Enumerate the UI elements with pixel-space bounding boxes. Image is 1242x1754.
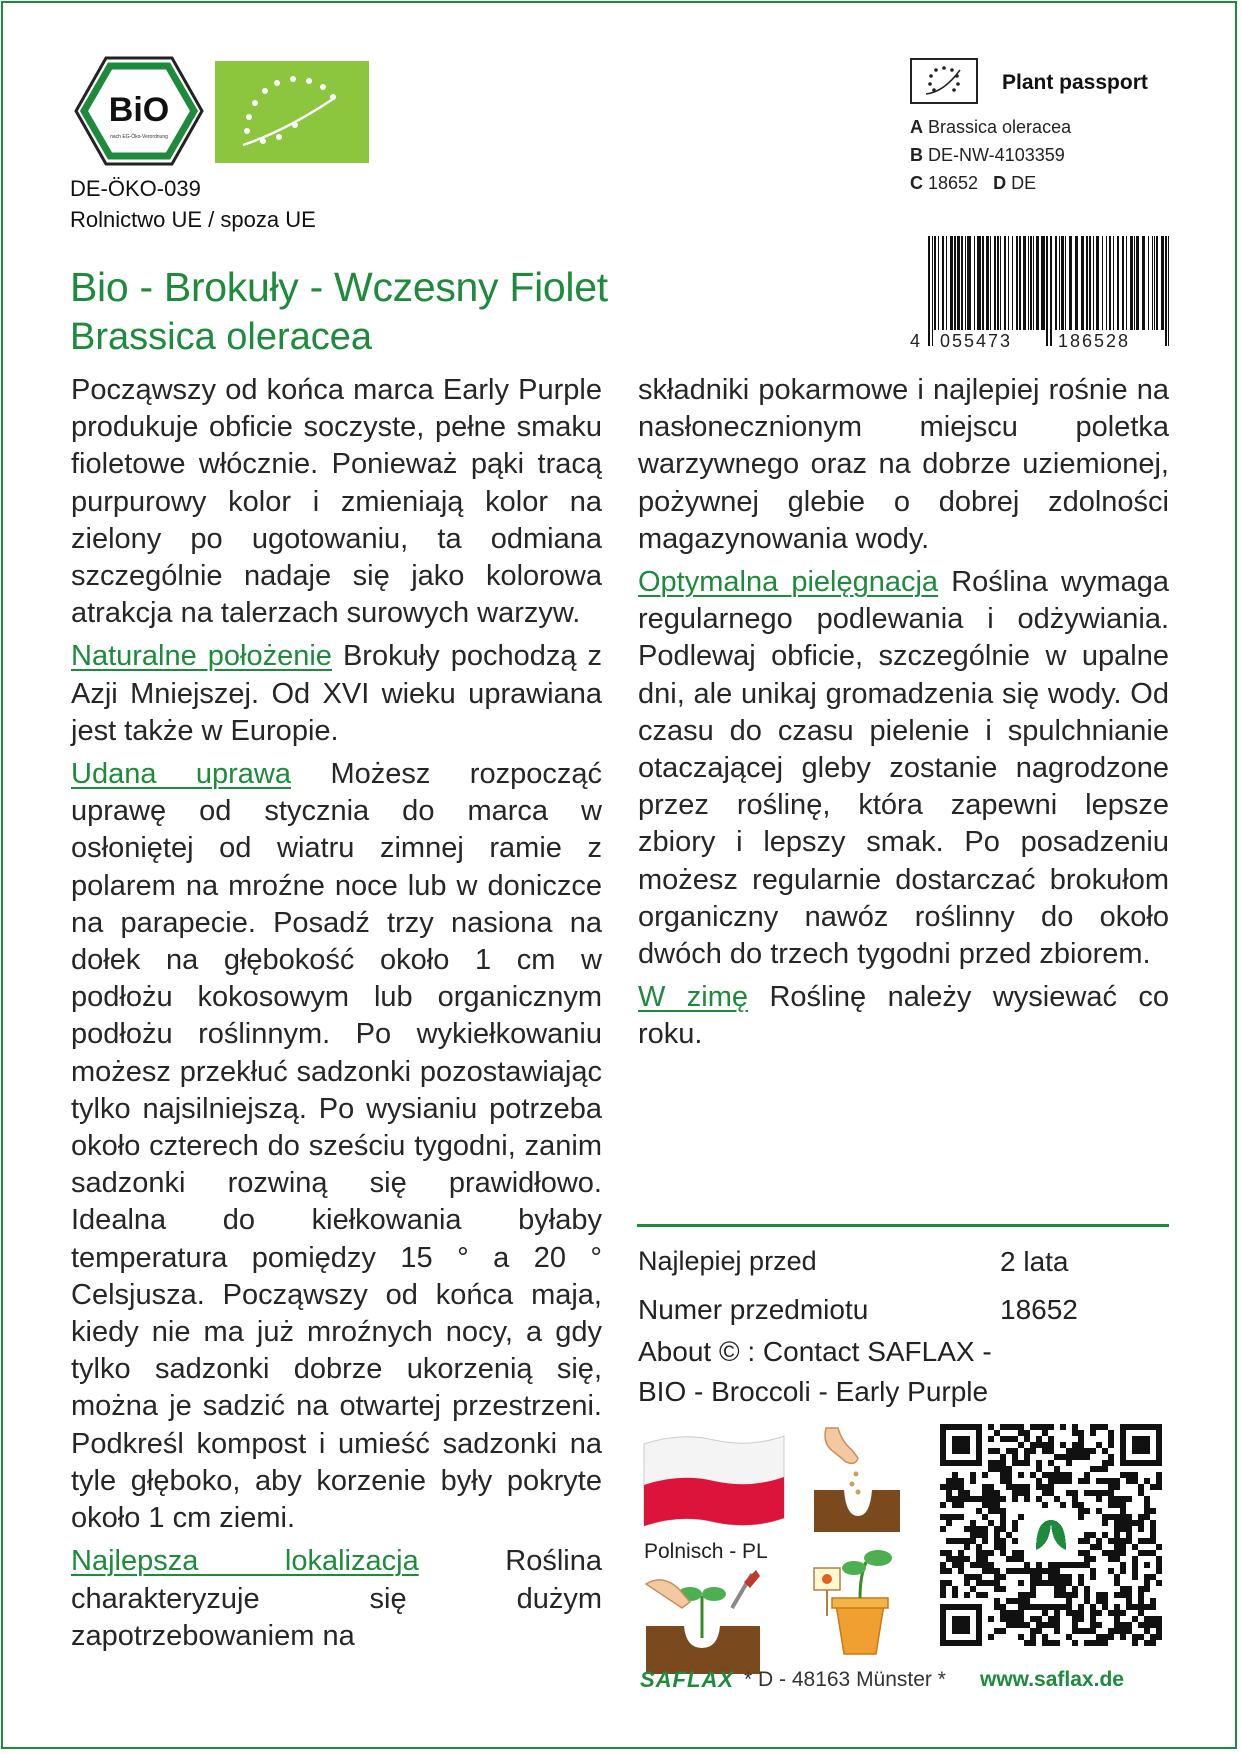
barcode-bar bbox=[986, 236, 989, 330]
barcode-bar bbox=[950, 236, 953, 330]
best-before-label: Najlepiej przed bbox=[638, 1246, 817, 1276]
barcode-bar bbox=[1154, 236, 1155, 330]
intro-paragraph: Począwszy od końca marca Early Purple produkuje obficie soczyste, pełne smaku fioletowe włócznie. Ponieważ pąki tracą purpurowy kolor i zmieniają kolor na zielony po ugotowaniu, ta odmiana szczególnie nadaje się jako kolorowa atrakcja na talerzach surowych warzyw. bbox=[71, 374, 602, 630]
certification-code: DE-ÖKO-039 bbox=[70, 176, 201, 201]
bio-seal-text: BiO bbox=[108, 91, 170, 129]
barcode-bar bbox=[938, 236, 939, 330]
care-heading: Optymalna pielęgnacja bbox=[638, 566, 939, 599]
barcode-bar bbox=[1156, 236, 1158, 330]
passport-line-cd: C 18652 D DE bbox=[910, 173, 1037, 193]
barcode-bar bbox=[1036, 236, 1039, 330]
saflax-brand: SAFLAX bbox=[640, 1667, 734, 1692]
barcode-bar bbox=[946, 236, 947, 330]
best-before-value: 2 lata bbox=[1000, 1246, 1069, 1277]
barcode-bar bbox=[977, 236, 981, 330]
potted-plant-icon bbox=[806, 1546, 906, 1656]
barcode-bar bbox=[1023, 236, 1026, 330]
barcode-bar bbox=[1096, 236, 1099, 330]
variety-name: BIO - Broccoli - Early Purple bbox=[638, 1376, 989, 1407]
barcode-bar bbox=[1089, 236, 1091, 330]
barcode-bar bbox=[1134, 236, 1135, 330]
polish-flag-icon bbox=[640, 1428, 788, 1540]
barcode-bar bbox=[1046, 236, 1048, 346]
barcode-bar bbox=[942, 236, 944, 330]
barcode-bar bbox=[1033, 236, 1034, 330]
footer-address: * D - 48163 Münster * bbox=[744, 1668, 946, 1691]
care-paragraph: Optymalna pielęgnacja Roślina wymaga regularnego podlewania i odżywiania. Podlewaj obficie, szczególnie w upalne dni, ale unikaj gromadzenia się wody. Od czasu do czasu pielenie i spulchnianie otaczającej gleby zostanie nagrodzone przez roślinę, która zapewni lepsze zbiory i lepszy smak. Po posadzeniu możesz regularnie dostarczać brokułom organiczny nawóz roślinny do około dwóch do trzech tygodni przed zbiorem. bbox=[638, 566, 1169, 971]
item-number-label: Numer przedmiotu bbox=[638, 1294, 869, 1325]
barcode-bar bbox=[990, 236, 991, 330]
bio-seal-icon bbox=[72, 54, 206, 168]
barcode-bar bbox=[961, 236, 963, 330]
barcode-bar bbox=[1109, 236, 1111, 330]
certification-origin: Rolnictwo UE / spoza UE bbox=[70, 207, 316, 232]
passport-line-b: B DE-NW-4103359 bbox=[910, 145, 1065, 165]
barcode-bar bbox=[1016, 236, 1018, 330]
barcode-bar bbox=[1130, 236, 1133, 330]
eu-organic-leaf-icon bbox=[215, 61, 369, 163]
product-title: Bio - Brokuły - Wczesny Fiolet bbox=[70, 264, 608, 310]
eu-flag-outline-icon bbox=[910, 58, 978, 104]
barcode-bar bbox=[1148, 236, 1149, 330]
barcode-bar bbox=[1012, 236, 1013, 330]
text-column-right bbox=[638, 372, 1169, 1060]
barcode-bar bbox=[1050, 236, 1052, 346]
barcode bbox=[926, 236, 1174, 346]
barcode-bar bbox=[1117, 236, 1119, 330]
natural-paragraph: Naturalne położenie Brokuły pochodzą z Azji Mniejszej. Od XVI wieku uprawiana jest także w Europie. bbox=[71, 640, 602, 747]
barcode-bar bbox=[928, 236, 930, 346]
winter-heading: W zimę bbox=[638, 981, 749, 1014]
barcode-bar bbox=[1093, 236, 1094, 330]
barcode-bar bbox=[997, 236, 999, 330]
website-link[interactable]: www.saflax.de bbox=[980, 1668, 1124, 1691]
sowing-seeds-icon bbox=[812, 1424, 902, 1534]
barcode-bar bbox=[1019, 236, 1021, 330]
barcode-bar bbox=[1028, 236, 1029, 330]
passport-line-a: A Brassica oleracea bbox=[910, 117, 1072, 137]
barcode-bar bbox=[1106, 236, 1107, 330]
info-divider bbox=[637, 1224, 1169, 1227]
barcode-bar bbox=[957, 236, 960, 330]
barcode-bar bbox=[1152, 236, 1153, 330]
plant-passport-title: Plant passport bbox=[1002, 71, 1148, 94]
barcode-group-2: 186528 bbox=[1058, 331, 1131, 351]
barcode-bar bbox=[934, 236, 936, 330]
barcode-bar bbox=[1075, 236, 1078, 330]
barcode-bar bbox=[1065, 236, 1066, 330]
barcode-bar bbox=[1168, 236, 1169, 346]
planting-seedling-icon bbox=[644, 1568, 762, 1676]
barcode-bar bbox=[1041, 236, 1045, 330]
barcode-bar bbox=[1030, 236, 1032, 330]
location-paragraph: Najlepsza lokalizacja Roślina charakteryzuje się dużym zapotrzebowaniem na bbox=[71, 1545, 602, 1652]
barcode-bar bbox=[1000, 236, 1001, 330]
barcode-bar bbox=[967, 236, 971, 330]
barcode-bar bbox=[954, 236, 956, 330]
barcode-bar bbox=[932, 236, 933, 346]
qr-code bbox=[940, 1424, 1162, 1646]
barcode-bar bbox=[982, 236, 984, 330]
barcode-bar bbox=[1126, 236, 1127, 330]
language-label: Polnisch - PL bbox=[644, 1540, 768, 1563]
barcode-bar bbox=[1081, 236, 1084, 330]
barcode-bar bbox=[1008, 236, 1009, 330]
barcode-bar bbox=[1004, 236, 1006, 330]
barcode-bar bbox=[974, 236, 975, 330]
barcode-bar bbox=[1142, 236, 1145, 330]
barcode-bar bbox=[1165, 236, 1167, 346]
cultivation-heading: Udana uprawa bbox=[71, 758, 292, 791]
text-column-left bbox=[71, 372, 602, 1661]
barcode-bar bbox=[1055, 236, 1057, 330]
barcode-bar bbox=[1122, 236, 1124, 330]
product-latin-name: Brassica oleracea bbox=[70, 316, 373, 358]
barcode-bar bbox=[994, 236, 996, 330]
barcode-bar bbox=[1136, 236, 1139, 330]
item-number-value: 18652 bbox=[1000, 1294, 1078, 1325]
barcode-bar bbox=[1059, 236, 1060, 330]
natural-heading: Naturalne położenie bbox=[71, 640, 332, 673]
barcode-first-digit: 4 bbox=[910, 331, 921, 351]
barcode-bar bbox=[1113, 236, 1114, 330]
barcode-group-1: 055473 bbox=[940, 331, 1013, 351]
about-contact: About © : Contact SAFLAX - bbox=[638, 1336, 992, 1367]
cultivation-paragraph: Udana uprawa Możesz rozpocząć uprawę od stycznia do marca w osłoniętej od wiatru zimnej ramie z polarem na mroźne noce lub w doniczce na parapecie. Posadź trzy nasiona na dołek na głębokość około 1 cm w podłożu kokosowym lub organicznym podłożu roślinnym. Po wykiełkowaniu możesz przekłuć sadzonki pozostawiając tylko najsilniejszą. Po wysianiu potrzeba około czterech do sześciu tygodni, zanim sadzonki rozwiną się prawidłowo. Idealna do kiełkowania byłaby temperatura pomiędzy 15 ° a 20 ° Celsjusza. Począwszy od końca maja, kiedy nie ma już mroźnych nocy, a gdy tylko sadzonki dobrze ukorzenią się, można je sadzić na otwartej przestrzeni. Podkreśl kompost i umieść sadzonki na tyle głęboko, aby korzenie były pokryte około 1 cm ziemi. bbox=[71, 758, 602, 1535]
barcode-bar bbox=[1061, 236, 1064, 330]
barcode-bar bbox=[1069, 236, 1072, 330]
winter-paragraph: W zimę Roślinę należy wysiewać co roku. bbox=[638, 981, 1169, 1051]
barcode-bar bbox=[1161, 236, 1164, 330]
barcode-bar bbox=[965, 236, 966, 330]
location-paragraph-continued: składniki pokarmowe i najlepiej rośnie na nasłonecznionym miejscu poletka warzywnego oraz na dobrze uziemionej, pożywnej glebie o dobrej zdolności magazynowania wody. bbox=[638, 374, 1169, 555]
barcode-bar bbox=[1102, 236, 1103, 330]
barcode-bar bbox=[1086, 236, 1088, 330]
location-heading: Najlepsza lokalizacja bbox=[71, 1545, 419, 1578]
bio-seal-subtext: nach EG-Öko-Verordnung bbox=[110, 134, 168, 140]
